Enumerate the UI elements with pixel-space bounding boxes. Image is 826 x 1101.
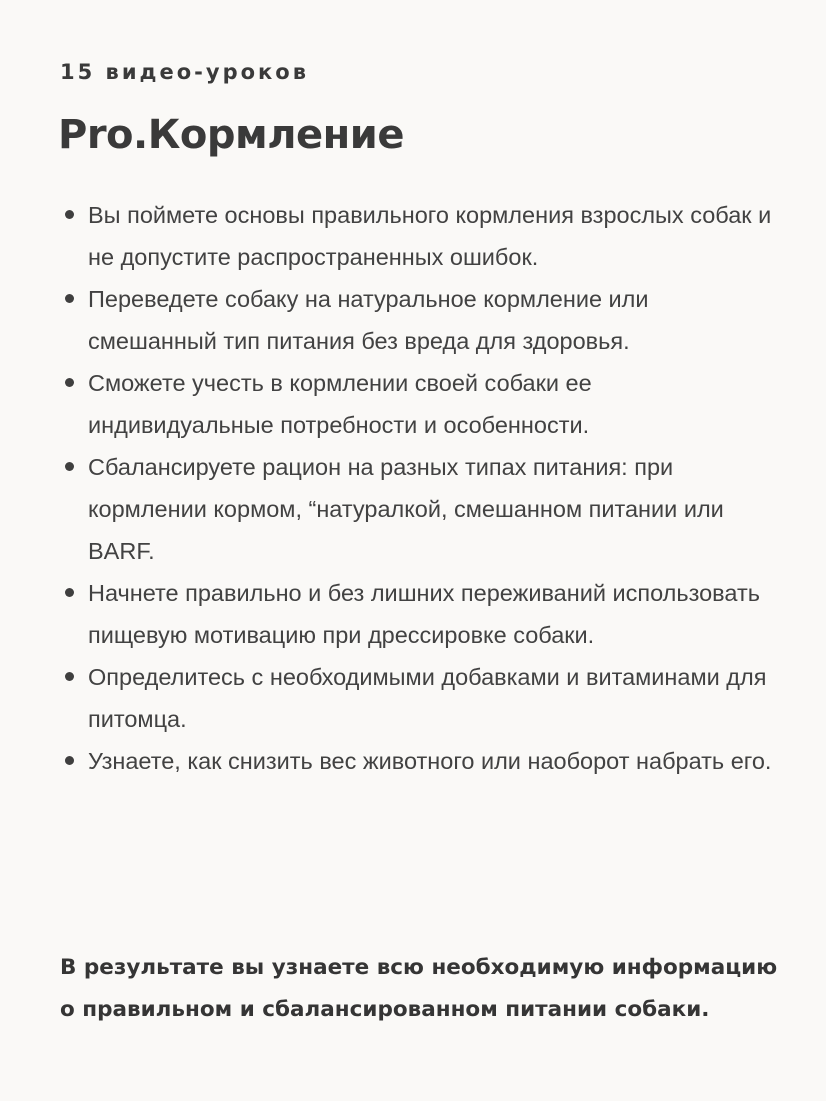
list-item <box>60 194 780 278</box>
list-item-text: Узнаете, как снизить вес животного или наоборот набрать его. <box>88 748 772 774</box>
list-item-text: Сбалансируете рацион на разных типах питания: при кормлении кормом, “натуралкой, смешанном питании или BARF. <box>88 454 724 564</box>
bullet-icon <box>65 756 74 765</box>
page-title: Pro.Кормление <box>58 112 404 158</box>
list-item-text: Определитесь с необходимыми добавками и витаминами для питомца. <box>88 664 767 732</box>
bullet-icon <box>65 294 74 303</box>
list-item <box>60 656 780 740</box>
list-item-text: Начнете правильно и без лишних переживаний использовать пищевую мотивацию при дрессировке собаки. <box>88 580 760 648</box>
bullet-icon <box>65 588 74 597</box>
bullet-icon <box>65 210 74 219</box>
list-item-text: Переведете собаку на натуральное кормление или смешанный тип питания без вреда для здоровья. <box>88 286 649 354</box>
bullet-icon <box>65 672 74 681</box>
list-item <box>60 446 780 572</box>
list-item <box>60 740 780 782</box>
list-item <box>60 572 780 656</box>
summary-text: В результате вы узнаете всю необходимую информацию о правильном и сбалансированном питании собаки. <box>60 954 778 1022</box>
benefits-list <box>60 194 780 782</box>
list-item <box>60 278 780 362</box>
lesson-count-label: 15 видео-уроков <box>60 60 310 84</box>
bullet-icon <box>65 378 74 387</box>
bullet-icon <box>65 462 74 471</box>
list-item-text: Вы поймете основы правильного кормления взрослых собак и не допустите распространенных ошибок. <box>88 202 772 270</box>
list-item <box>60 362 780 446</box>
list-item-text: Сможете учесть в кормлении своей собаки ее индивидуальные потребности и особенности. <box>88 370 592 438</box>
